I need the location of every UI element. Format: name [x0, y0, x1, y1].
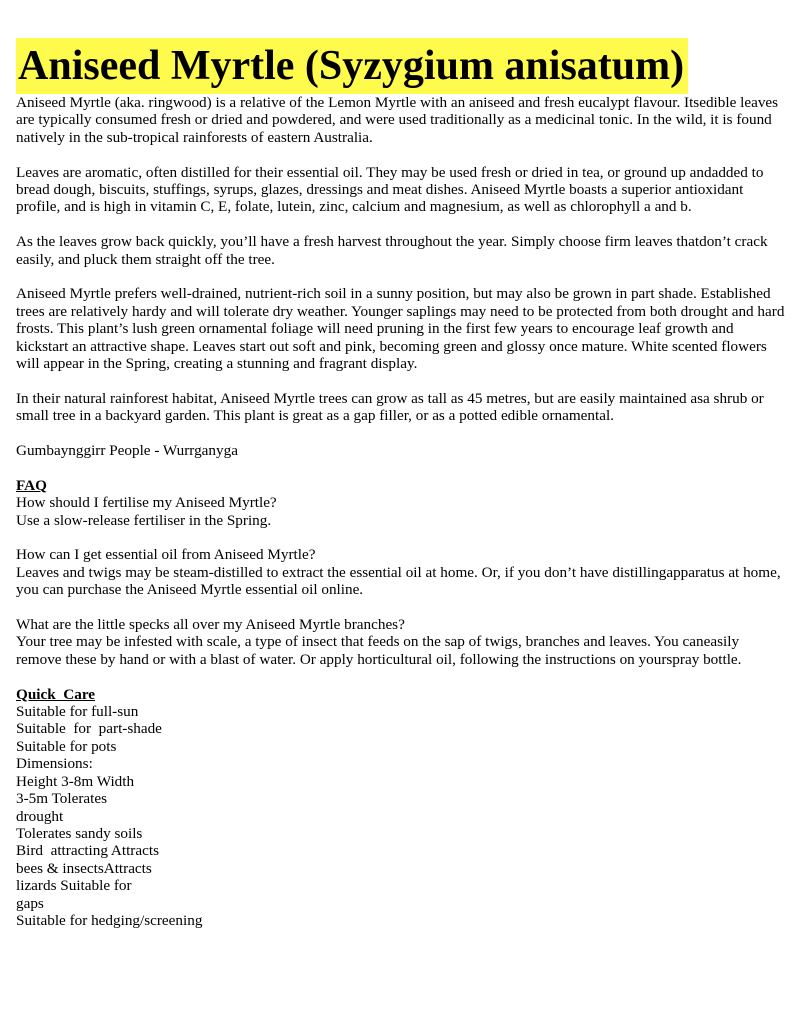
- uses-paragraph: Leaves are aromatic, often distilled for their essential oil. They may be used fresh or dried in tea, or ground up andadded to bread dough, biscuits, stuffings, syrups, glazes, dressings and meat dishes. Aniseed Myrtle boasts a superior antioxidant profile, and is high in vitamin C, E, folate, lutein, zinc, calcium and magnesium, as well as chlorophyll a and b.: [16, 163, 764, 216]
- care-item: Tolerates sandy soils: [16, 824, 143, 842]
- care-item: Bird attracting Attracts: [16, 842, 159, 860]
- care-item: Suitable for hedging/screening: [16, 911, 203, 929]
- care-item: drought: [16, 807, 64, 825]
- faq-answer: Your tree may be infested with scale, a type of insect that feeds on the sap of twigs, branches and leaves. You caneasily remove these by hand or with a blast of water. Or apply horticultural oil, following the instructions on yourspray bottle.: [16, 633, 742, 668]
- title-block: [16, 38, 688, 94]
- indigenous-name: Gumbaynggirr People - Wurrganyga: [16, 442, 238, 460]
- harvest-paragraph: As the leaves grow back quickly, you’ll have a fresh harvest throughout the year. Simply choose firm leaves thatdon’t crack easily, and pluck them straight off the tree.: [16, 233, 768, 268]
- habitat-paragraph: In their natural rainforest habitat, Aniseed Myrtle trees can grow as tall as 45 metres, but are easily maintained asa shrub or small tree in a backyard garden. This plant is great as a gap filler, or as a potted edible ornamental.: [16, 389, 764, 425]
- faq-question: How should I fertilise my Aniseed Myrtle?: [16, 494, 277, 512]
- care-item: Suitable for pots: [16, 737, 117, 755]
- care-item: 3-5m Tolerates: [16, 790, 108, 808]
- document-body: [16, 94, 786, 929]
- faq-question: What are the little specks all over my Aniseed Myrtle branches?: [16, 616, 405, 634]
- page-title: Aniseed Myrtle (Syzygium anisatum): [16, 38, 688, 94]
- care-item: Dimensions:: [16, 755, 93, 773]
- faq-answer: Use a slow-release fertiliser in the Spring.: [16, 511, 272, 529]
- faq-heading: FAQ: [16, 476, 47, 494]
- faq-question: How can I get essential oil from Aniseed Myrtle?: [16, 546, 316, 564]
- care-item: Suitable for full-sun: [16, 703, 139, 721]
- document-page: [16, 38, 786, 929]
- care-item: bees & insectsAttracts: [16, 859, 152, 877]
- growing-paragraph: Aniseed Myrtle prefers well-drained, nutrient-rich soil in a sunny position, but may also be grown in part shade. Established trees are relatively hardy and will tolerate dry weather. Younger saplings may need to be protected from both drought and hard frosts. This plant’s lush green ornamental foliage will need pruning in the first few years to encourage leaf growth and kickstart an attractive shape. Leaves start out soft and pink, becoming green and glossy once mature. White scented flowers will appear in the Spring, creating a stunning and fragrant display.: [16, 285, 785, 373]
- care-item: gaps: [16, 894, 44, 912]
- faq-answer: Leaves and twigs may be steam-distilled to extract the essential oil at home. Or, if you don’t have distillingapparatus at home, you can purchase the Aniseed Myrtle essential oil online.: [16, 563, 781, 599]
- care-item: Height 3-8m Width: [16, 772, 135, 790]
- quick-care-heading: Quick Care: [16, 685, 96, 703]
- intro-paragraph: Aniseed Myrtle (aka. ringwood) is a relative of the Lemon Myrtle with an aniseed and fresh eucalypt flavour. Itsedible leaves are typically consumed fresh or dried and powdered, and were used traditionally as a medicinal tonic. In the wild, it is found natively in the sub-tropical rainforests of eastern Australia.: [16, 94, 779, 146]
- care-item: lizards Suitable for: [16, 877, 132, 895]
- care-item: Suitable for part-shade: [16, 720, 162, 738]
